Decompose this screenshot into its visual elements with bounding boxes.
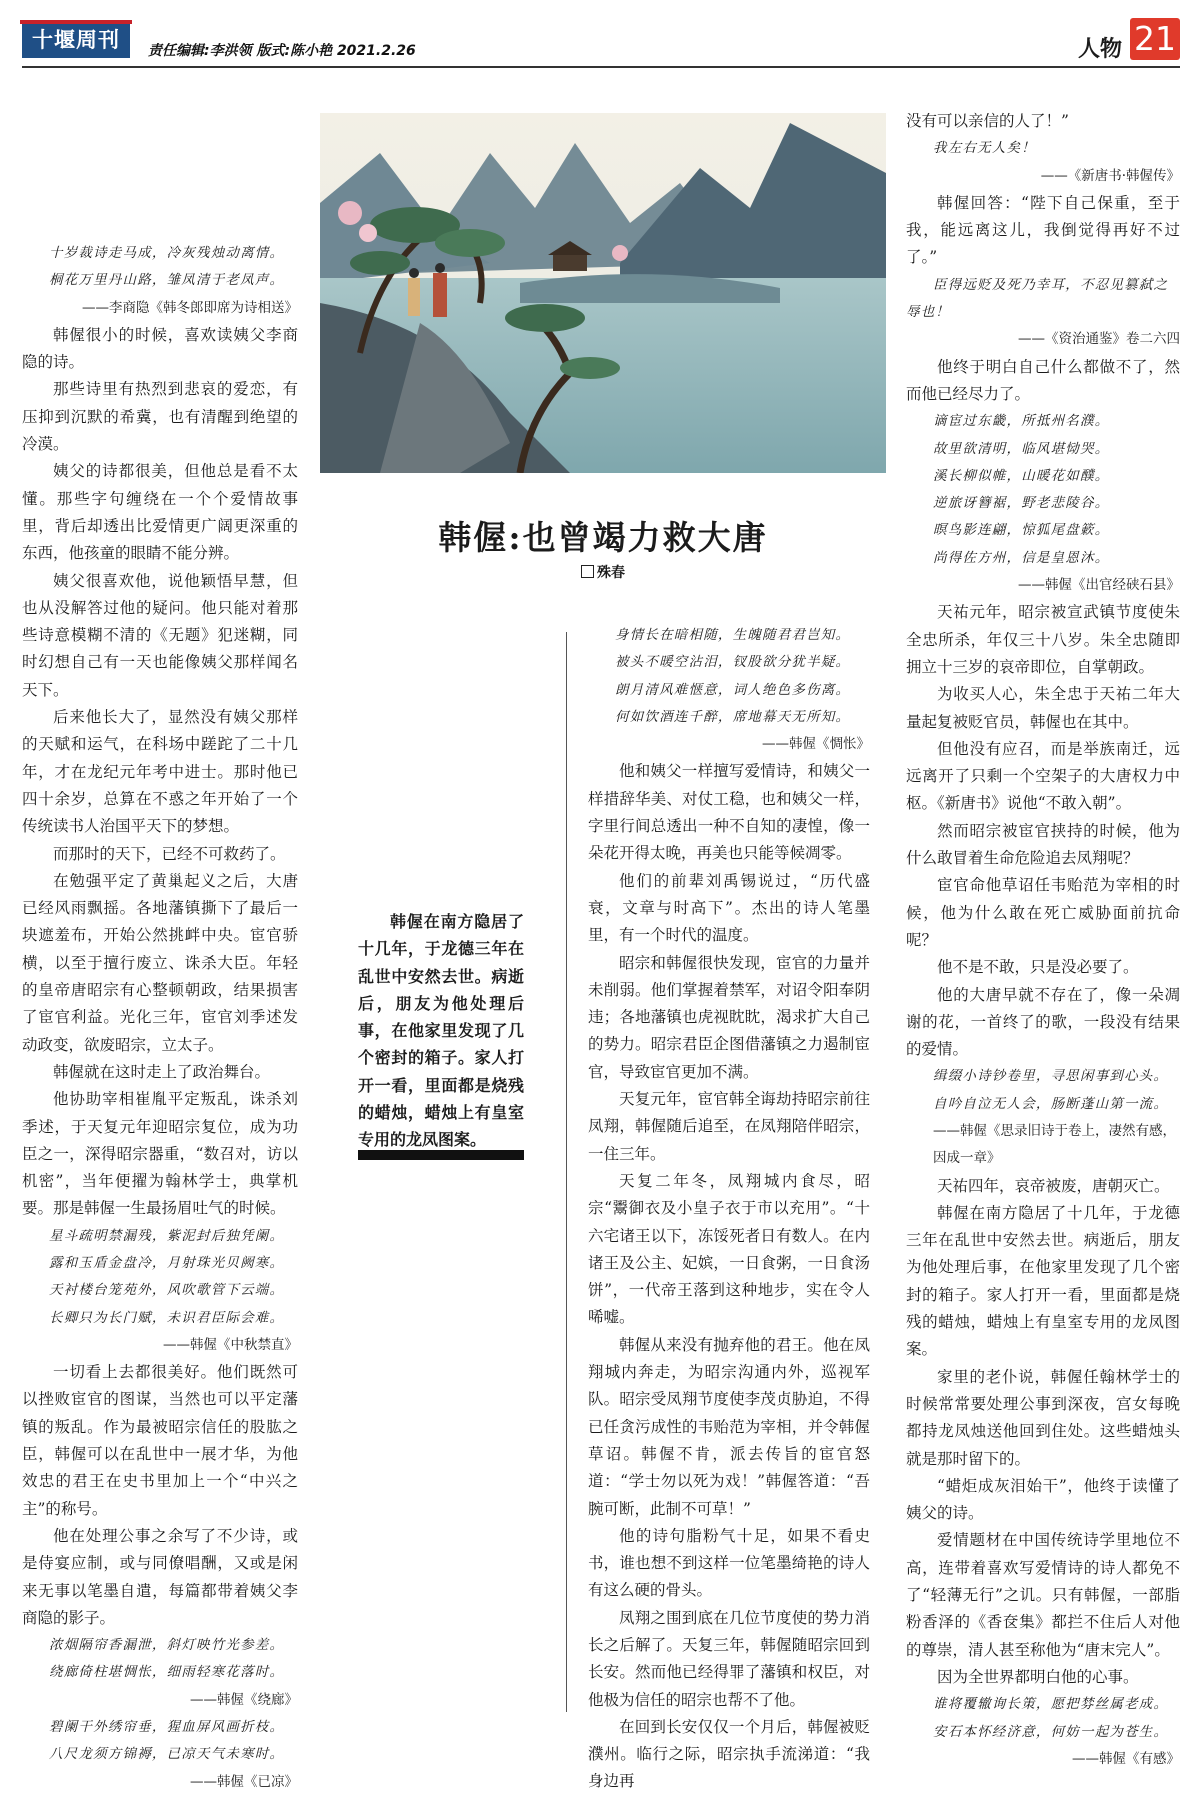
poem-source: ——韩偓《绕廊》 — [190, 1691, 298, 1708]
newspaper-logo: 十堰周刊 — [22, 22, 130, 58]
poem-line: 暝鸟影连翩，惊狐尾盘簌。 — [933, 522, 1110, 539]
poem-line: 何如饮酒连千醉，席地幕天无所知。 — [615, 708, 851, 725]
poem-source: ——《资治通鉴》卷二六四 — [1018, 331, 1180, 348]
poem-line: 十岁裁诗走马成，冷灰残烛动离情。 — [49, 245, 285, 261]
column-rule — [566, 632, 567, 1712]
paragraph: 宦官命他草诏任韦贻范为宰相的时候，他为什么敢在死亡威胁面前抗命呢？ — [906, 876, 1180, 949]
poem-line: 辱也！ — [906, 304, 951, 321]
paragraph: 姨父的诗都很美，但他总是看不太懂。那些字句缠绕在一个个爱情故事里，背后却透出比爱情更广阔更深重的东西，他孩童的眼睛不能分辨。 — [22, 462, 298, 563]
paragraph: 昭宗和韩偓很快发现，宦官的力量并未削弱。他们掌握着禁军，对诏令阳奉阴违；各地藩镇也虎视眈眈，渴求扩大自己的势力。昭宗君臣企图借藩镇之力遏制宦官，导致宦官更加不满。 — [588, 953, 870, 1081]
paragraph: “蜡炬成灰泪始干”，他终于读懂了姨父的诗。 — [906, 1476, 1180, 1523]
paragraph: 家里的老仆说，韩偓任翰林学士的时候常常要处理公事到深夜，宫女每晚都持龙凤烛送他回到住处。这些蜡烛头就是那时留下的。 — [906, 1367, 1180, 1468]
poem-source: ——韩偓《出官经硖石县》 — [1018, 577, 1180, 594]
poem-line: 天衬楼台笼苑外，风吹歌管下云端。 — [49, 1282, 285, 1299]
paragraph: 他和姨父一样擅写爱情诗，和姨父一样措辞华美、对仗工稳，也和姨父一样，字里行间总透出一种不自知的凄惶，像一朵花开得太晚，再美也只能等候凋零。 — [588, 762, 870, 863]
page-header — [22, 18, 1180, 66]
poem-line: 安石本怀经济意，何妨一起为苍生。 — [933, 1723, 1169, 1740]
poem-source: ——韩偓《惆怅》 — [762, 736, 870, 753]
poem-line: 谁将覆辙询长策，愿把棼丝属老成。 — [933, 1696, 1169, 1713]
poem-line: 露和玉盾金盘冷，月射珠光贝阙寒。 — [49, 1254, 285, 1271]
paragraph: 后来他长大了，显然没有姨父那样的天赋和运气，在科场中蹉跎了二十几年，才在龙纪元年考中进士。那时他已四十余岁，总算在不惑之年开始了一个传统读书人治国平天下的梦想。 — [22, 708, 298, 836]
poem-line: 尚得佐方州，信是皇恩沐。 — [933, 549, 1110, 566]
poem-source: ——《新唐书·韩偓传》 — [1040, 167, 1180, 184]
paragraph: 他终于明白自己什么都做不了，然而他已经尽力了。 — [906, 357, 1180, 403]
paragraph: 他不是不敢，只是没必要了。 — [937, 958, 1139, 977]
poem-line: 身情长在暗相随，生魄随君君岂知。 — [615, 627, 851, 643]
pull-quote-text: 韩偓在南方隐居了十几年，于龙德三年在乱世中安然去世。病逝后，朋友为他处理后事，在他家里发现了几个密封的箱子。家人打开一看，里面都是烧残的蜡烛，蜡烛上有皇室专用的龙凤图案。 — [358, 912, 524, 1150]
poem-line: 绕廊倚柱堪惆怅，细雨轻寒花落时。 — [49, 1664, 285, 1681]
paragraph: 他的诗句脂粉气十足，如果不看史书，谁也想不到这样一位笔墨绮艳的诗人有这么硬的骨头。 — [588, 1526, 870, 1600]
poem-source: ——韩偓《中秋禁直》 — [163, 1336, 298, 1353]
poem-line: 谪宦过东畿，所抵州名濮。 — [933, 413, 1110, 430]
paragraph: 韩偓很小的时候，喜欢读姨父李商隐的诗。 — [22, 325, 298, 372]
poem-line: 碧阑干外绣帘垂，猩血屏风画折枝。 — [49, 1719, 285, 1736]
paragraph: 姨父很喜欢他，说他颖悟早慧，但也从没解答过他的疑问。他只能对着那些诗意模糊不清的《无题》犯迷糊，同时幻想自己有一天也能像姨父那样闻名天下。 — [22, 571, 298, 699]
poem-source: ——韩偓《有感》 — [1072, 1750, 1180, 1767]
page-number: 21 — [1130, 18, 1180, 60]
article-title: 韩偓:也曾竭力救大唐 — [438, 518, 768, 557]
poem-line: 臣得远贬及死乃幸耳，不忍见篡弑之 — [933, 276, 1169, 293]
poem-source: ——李商隐《韩冬郎即席为诗相送》 — [82, 299, 298, 316]
poem-line: 星斗疏明禁漏残，紫泥封后独凭阑。 — [49, 1227, 285, 1244]
poem-line: 浓烟隔帘香漏泄，斜灯映竹光参差。 — [49, 1637, 285, 1654]
column-3 — [906, 108, 1180, 1773]
paragraph: 而那时的天下，已经不可救药了。 — [53, 844, 286, 863]
column-1 — [22, 240, 298, 1796]
poem-line: 溪长柳似帷，山暖花如醭。 — [933, 467, 1110, 484]
paragraph: 但他没有应召，而是举族南迁，远远离开了只剩一个空架子的大唐权力中枢。《新唐书》说他“不敢入朝”。 — [906, 739, 1180, 813]
poem-line: 长卿只为长门赋，未识君臣际会难。 — [49, 1309, 285, 1326]
poem-line: 被头不暖空沾泪，钗股欲分犹半疑。 — [615, 654, 851, 671]
paragraph: 为收买人心，朱全忠于天祐二年大量起复被贬官员，韩偓也在其中。 — [906, 685, 1180, 731]
poem-line: 逆旅讶簪裾，野老悲陵谷。 — [933, 495, 1110, 512]
paragraph: 因为全世界都明白他的心事。 — [937, 1667, 1139, 1686]
author-name: 殊春 — [597, 565, 625, 581]
editor-line: 责任编辑:李洪领 版式:陈小艳 2021.2.26 — [148, 43, 416, 59]
pull-quote-bar — [358, 1150, 524, 1160]
paragraph: 韩偓在南方隐居了十几年，于龙德三年在乱世中安然去世。病逝后，朋友为他处理后事，在他家里发现了几个密封的箱子。家人打开一看，里面都是烧残的蜡烛，蜡烛上有皇室专用的龙凤图案。 — [906, 1203, 1180, 1359]
paragraph: 在回到长安仅仅一个月后，韩偓被贬濮州。临行之际，昭宗执手流涕道：“我身边再 — [588, 1717, 870, 1791]
poem-line: 自吟自泣无人会，肠断蓬山第一流。 — [933, 1095, 1169, 1112]
paragraph: 天祐元年，昭宗被宣武镇节度使朱全忠所杀，年仅三十八岁。朱全忠随即拥立十三岁的哀帝即位，自掌朝政。 — [906, 603, 1180, 676]
column-2 — [588, 622, 870, 1796]
header-divider — [22, 66, 1180, 68]
article-author — [320, 562, 886, 582]
poem-line: 故里欲清明，临风堪恸哭。 — [933, 440, 1110, 457]
paragraph: 他在处理公事之余写了不少诗，或是侍宴应制，或与同僚唱酬，又或是闲来无事以笔墨自遣，每篇都带着姨父李商隐的影子。 — [22, 1526, 298, 1627]
paragraph: 韩偓就在这时走上了政治舞台。 — [53, 1062, 271, 1081]
pull-quote — [358, 908, 524, 1154]
paragraph: 一切看上去都很美好。他们既然可以挫败宦官的图谋，当然也可以平定藩镇的叛乱。作为最被昭宗信任的股肱之臣，韩偓可以在乱世中一展才华，为他效忠的君王在史书里加上一个“中兴之主”的称号。 — [22, 1363, 298, 1518]
paragraph: 天复二年冬，凤翔城内食尽，昭宗“鬻御衣及小皇子衣于市以充用”。“十六宅诸王以下，冻馁死者日有数人。在内诸王及公主、妃嫔，一日食粥，一日食汤饼”，一代帝王落到这种地步，实在令人唏嘘。 — [588, 1171, 870, 1327]
paragraph: 他的大唐早就不存在了，像一朵凋谢的花，一首终了的歌，一段没有结果的爱情。 — [906, 985, 1180, 1059]
poem-line: 桐花万里丹山路，雏凤清于老凤声。 — [49, 272, 285, 289]
poem-line: 八尺龙须方锦褥，已凉天气未寒时。 — [49, 1746, 285, 1763]
paragraph: 在勉强平定了黄巢起义之后，大唐已经风雨飘摇。各地藩镇撕下了最后一块遮羞布，开始公然挑衅中央。宦官骄横，以至于擅行废立、诛杀大臣。年轻的皇帝唐昭宗有心整顿朝政，结果损害了宦官利益。光化三年，宦官刘季述发动政变，欲废昭宗，立太子。 — [22, 871, 298, 1054]
paragraph: 凤翔之围到底在几位节度使的势力消长之后解了。天复三年，韩偓随昭宗回到长安。然而他已经得罪了藩镇和权臣，对他极为信任的昭宗也帮不了他。 — [588, 1608, 870, 1709]
square-icon — [581, 565, 594, 578]
poem-source: ——韩偓《思录旧诗于卷上，凄然有感，因成一章》 — [933, 1122, 1176, 1167]
paragraph: 天复元年，宦官韩全诲劫持昭宗前往凤翔，韩偓随后追至，在凤翔陪伴昭宗，一住三年。 — [588, 1090, 870, 1163]
paragraph: 天祐四年，哀帝被废，唐朝灭亡。 — [937, 1176, 1170, 1195]
section-name: 人物 — [1077, 36, 1122, 62]
paragraph: 然而昭宗被宦官挟持的时候，他为什么敢冒着生命危险追去凤翔呢？ — [906, 821, 1180, 868]
paragraph: 那些诗里有热烈到悲哀的爱恋，有压抑到沉默的希冀，也有清醒到绝望的冷漠。 — [22, 380, 298, 454]
paragraph: 韩偓从来没有抛弃他的君王。他在凤翔城内奔走，为昭宗沟通内外，巡视军队。昭宗受凤翔节度使李茂贞胁迫，不得已任贪污成性的韦贻范为宰相，并令韩偓草诏。韩偓不肯，派去传旨的宦官怒道：“学士勿以死为戏！”韩偓答道：“吾腕可断，此制不可草！” — [588, 1335, 870, 1518]
poem-line: 我左右无人矣！ — [933, 140, 1036, 157]
poem-source: ——韩偓《已凉》 — [190, 1773, 298, 1790]
paragraph: 他们的前辈刘禹锡说过，“历代盛衰，文章与时高下”。杰出的诗人笔墨里，有一个时代的温度。 — [588, 871, 870, 945]
paragraph: 韩偓回答：“陛下自己保重，至于我，能远离这儿，我倒觉得再好不过了。” — [906, 193, 1180, 267]
paragraph: 爱情题材在中国传统诗学里地位不高，连带着喜欢写爱情诗的诗人都免不了“轻薄无行”之讥。只有韩偓，一部脂粉香泽的《香奁集》都拦不住后人对他的尊崇，清人甚至称他为“唐末完人”。 — [906, 1531, 1180, 1659]
landscape-illustration — [320, 113, 886, 473]
paragraph: 没有可以亲信的人了！” — [906, 112, 1069, 130]
paragraph: 他协助宰相崔胤平定叛乱，诛杀刘季述，于天复元年迎昭宗复位，成为功臣之一，深得昭宗器重，“数召对，访以机密”，当年便擢为翰林学士，典掌机要。那是韩偓一生最扬眉吐气的时候。 — [22, 1090, 298, 1218]
poem-line: 朗月清风难惬意，词人绝色多伤离。 — [615, 681, 851, 698]
poem-line: 缉缀小诗钞卷里，寻思闲事到心头。 — [933, 1068, 1169, 1085]
